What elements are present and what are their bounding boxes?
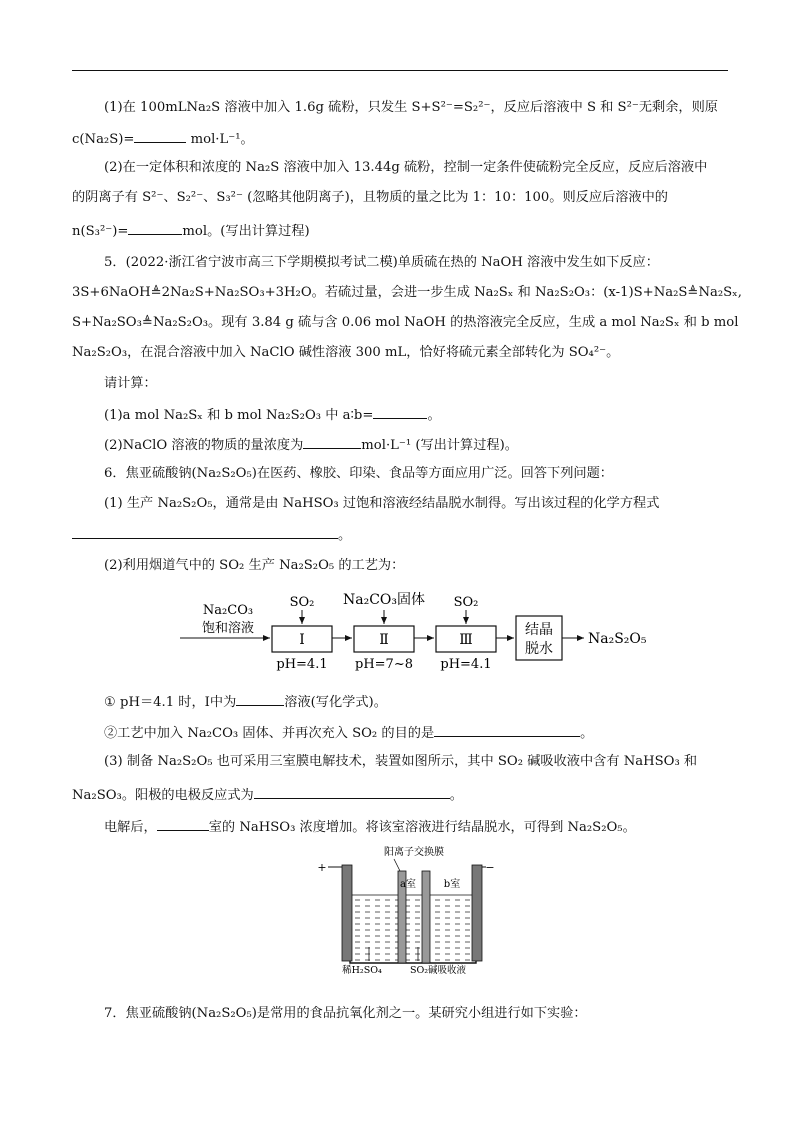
q5-please-calc: 请计算： bbox=[104, 376, 157, 391]
reactor-3-label: Ⅲ bbox=[459, 632, 473, 648]
cation-exchange-membrane-b bbox=[422, 871, 430, 963]
answer-blank[interactable] bbox=[434, 722, 580, 737]
crystallize-label-top: 结晶 bbox=[525, 622, 553, 638]
room-a-label: a室 bbox=[400, 879, 416, 890]
ph-label-2: pH=7~8 bbox=[355, 657, 413, 672]
membrane-label: 阳离子交换膜 bbox=[384, 847, 444, 858]
q6-part2-q1: ① pH＝4.1 时，Ⅰ中为 溶液(写化学式)。 bbox=[104, 691, 728, 713]
cathode-electrode bbox=[472, 865, 482, 961]
answer-blank[interactable] bbox=[254, 784, 450, 799]
dilute-h2so4-label: 稀H₂SO₄ bbox=[342, 965, 382, 975]
q7-stem: 7．焦亚硫酸钠(Na₂S₂O₅)是常用的食品抗氧化剂之一。某研究小组进行如下实验： bbox=[104, 1006, 587, 1021]
q4-part2-line2: 的阴离子有 S²⁻、S₂²⁻、S₃²⁻ (忽略其他阴离子)，且物质的量之比为 1：10：100。则反应后溶液中的 bbox=[72, 190, 668, 205]
electrolysis-cell-diagram bbox=[314, 843, 504, 975]
ph-label-3: pH=4.1 bbox=[440, 657, 492, 672]
cathode-sign: − bbox=[485, 861, 495, 874]
q4-part1-line2: c(Na₂S)= mol·L⁻¹。 bbox=[72, 128, 728, 150]
membrane-pointer bbox=[394, 859, 400, 871]
q6-part3-line1: (3) 制备 Na₂S₂O₅ 也可采用三室膜电解技术，装置如图所示，其中 SO₂ 碱吸收液中含有 NaHSO₃ 和 bbox=[104, 754, 698, 769]
anode-electrode bbox=[342, 865, 352, 961]
q6-part1-line1: (1) 生产 Na₂S₂O₅，通常是由 NaHSO₃ 过饱和溶液经结晶脱水制得。写出该过程的化学方程式 bbox=[104, 496, 660, 511]
q6-part3-line2: Na₂SO₃。阳极的电极反应式为 。 bbox=[72, 784, 728, 806]
answer-blank[interactable] bbox=[157, 816, 209, 831]
q6-part2-intro: (2)利用烟道气中的 SO₂ 生产 Na₂S₂O₅ 的工艺为： bbox=[104, 558, 405, 573]
answer-blank[interactable] bbox=[134, 128, 186, 143]
room-b-label: b室 bbox=[443, 879, 461, 890]
q6-part3-line3: 电解后， 室的 NaHSO₃ 浓度增加。将该室溶液进行结晶脱水，可得到 Na₂S₂O₅。 bbox=[104, 816, 728, 838]
q6-part2-q2: ②工艺中加入 Na₂CO₃ 固体、并再次充入 SO₂ 的目的是 。 bbox=[104, 722, 728, 744]
q5-stem-line1: 5．(2022·浙江省宁波市高三下学期模拟考试二模)单质硫在热的 NaOH 溶液中发生如下反应： bbox=[104, 255, 659, 270]
q5-stem-line4: Na₂S₂O₃，在混合溶液中加入 NaClO 碱性溶液 300 mL，恰好将硫元素全部转化为 SO₄²⁻。 bbox=[72, 345, 620, 360]
q5-stem-line3: S+Na₂SO₃≜Na₂S₂O₃。现有 3.84 g 硫与含 0.06 mol NaOH 的热溶液完全反应，生成 a mol Na₂Sₓ 和 b mol bbox=[72, 315, 739, 330]
crystallize-label-bottom: 脱水 bbox=[525, 641, 553, 657]
answer-blank[interactable] bbox=[128, 220, 182, 235]
header-rule bbox=[72, 70, 728, 71]
ph-label-1: pH=4.1 bbox=[276, 657, 328, 672]
anode-sign: + bbox=[317, 861, 327, 874]
q4-part2-line1: (2)在一定体积和浓度的 Na₂S 溶液中加入 13.44g 硫粉，控制一定条件使硫粉完全反应，反应后溶液中 bbox=[104, 160, 708, 175]
q6-part1-line2: 。 bbox=[72, 524, 728, 546]
process-flow-diagram bbox=[180, 586, 680, 678]
solution bbox=[352, 895, 474, 961]
q6-stem: 6．焦亚硫酸钠(Na₂S₂O₅)在医药、橡胶、印染、食品等方面应用广泛。回答下列问题： bbox=[104, 466, 613, 481]
product-label: Na₂S₂O₅ bbox=[588, 631, 647, 647]
answer-blank[interactable] bbox=[373, 404, 427, 419]
na2co3-solid-feed: Na₂CO₃固体 bbox=[342, 592, 426, 608]
reactor-2-label: Ⅱ bbox=[379, 632, 389, 648]
q5-part1: (1)a mol Na₂Sₓ 和 b mol Na₂S₂O₃ 中 a∶b= 。 bbox=[104, 404, 728, 426]
q5-stem-line2: 3S+6NaOH≜2Na₂S+Na₂SO₃+3H₂O。若硫过量，会进一步生成 Na₂Sₓ 和 Na₂S₂O₃：(x-1)S+Na₂S≜Na₂Sₓ, bbox=[72, 285, 742, 300]
answer-blank[interactable] bbox=[72, 524, 338, 539]
so2-feed-2: SO₂ bbox=[453, 595, 479, 610]
input-label-bottom: 饱和溶液 bbox=[201, 621, 255, 636]
so2-feed-1: SO₂ bbox=[289, 595, 315, 610]
so2-absorbent-label: SO₂碱吸收液 bbox=[409, 965, 467, 975]
answer-blank[interactable] bbox=[236, 691, 284, 706]
q5-part2: (2)NaClO 溶液的物质的量浓度为 mol·L⁻¹ (写出计算过程)。 bbox=[104, 434, 728, 456]
q4-part1-line1: (1)在 100mLNa₂S 溶液中加入 1.6g 硫粉，只发生 S+S²⁻=S₂²⁻，反应后溶液中 S 和 S²⁻无剩余，则原 bbox=[104, 100, 718, 115]
input-label-top: Na₂CO₃ bbox=[202, 603, 254, 618]
answer-blank[interactable] bbox=[303, 434, 361, 449]
q4-part2-line3: n(S₃²⁻)= mol。(写出计算过程) bbox=[72, 220, 728, 242]
reactor-1-label: Ⅰ bbox=[299, 632, 305, 648]
